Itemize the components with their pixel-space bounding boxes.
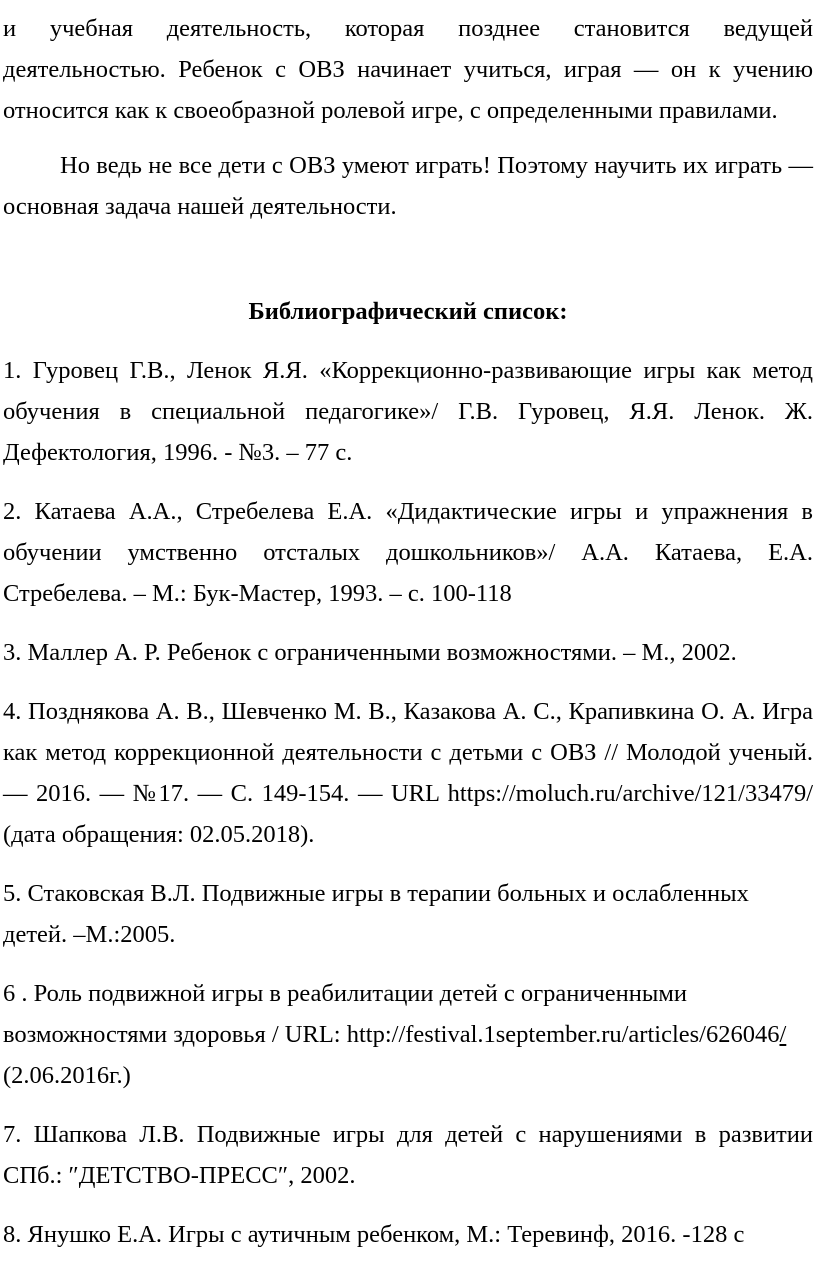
bibliography-item-1: 1. Гуровец Г.В., Ленок Я.Я. «Коррекционно-развивающие игры как метод обучения в специальной педагогике»/ Г.В. Гуровец, Я.Я. Ленок. Ж. Дефектология, 1996. - №3. – 77 с.: [3, 357, 813, 466]
bibliography-item-6-text: 6 . Роль подвижной игры в реабилитации детей с ограниченными возможностями здоровья / URL: http://festival.1september.ru/articles/626046: [3, 980, 780, 1048]
bibliography-heading: Библиографический список:: [248, 298, 568, 325]
bibliography-item-3: 3. Маллер А. Р. Ребенок с ограниченными возможностями. – М., 2002.: [3, 639, 737, 666]
paragraph-intro-continuation: и учебная деятельность, которая позднее становится ведущей деятельностью. Ребенок с ОВЗ начинает учиться, играя — он к учению относится как к своеобразной ролевой игре, с определенными правилами.: [3, 15, 813, 124]
bibliography-item-5: 5. Стаковская В.Л. Подвижные игры в терапии больных и ослабленных детей. –М.:2005.: [3, 880, 749, 948]
bibliography-item-2: 2. Катаева А.А., Стребелева Е.А. «Дидактические игры и упражнения в обучении умственно отсталых дошкольников»/ А.А. Катаева, Е.А. Стребелева. – М.: Бук-Мастер, 1993. – с. 100-118: [3, 498, 813, 607]
bibliography-item-6-link-slash[interactable]: /: [779, 1021, 787, 1048]
bibliography-item-8: 8. Янушко Е.А. Игры с аутичным ребенком, М.: Теревинф, 2016. -128 с: [3, 1221, 745, 1248]
bibliography-item-4: 4. Позднякова А. В., Шевченко М. В., Казакова А. С., Крапивкина О. А. Игра как метод коррекционной деятельности с детьми с ОВЗ // Молодой ученый. — 2016. — №17. — С. 149-154. — URL https://moluch.ru/archive/121/33479/ (дата обращения: 02.05.2018).: [3, 698, 813, 848]
paragraph-intro-play: Но ведь не все дети с ОВЗ умеют играть! Поэтому научить их играть — основная задача нашей деятельности.: [3, 152, 813, 220]
bibliography-item-6: [3, 973, 813, 1096]
bibliography-item-7: 7. Шапкова Л.В. Подвижные игры для детей с нарушениями в развитии СПб.: ″ДЕТСТВО-ПРЕСС″, 2002.: [3, 1121, 813, 1189]
bibliography-item-6-access-date: (2.06.2016г.): [3, 1062, 131, 1089]
